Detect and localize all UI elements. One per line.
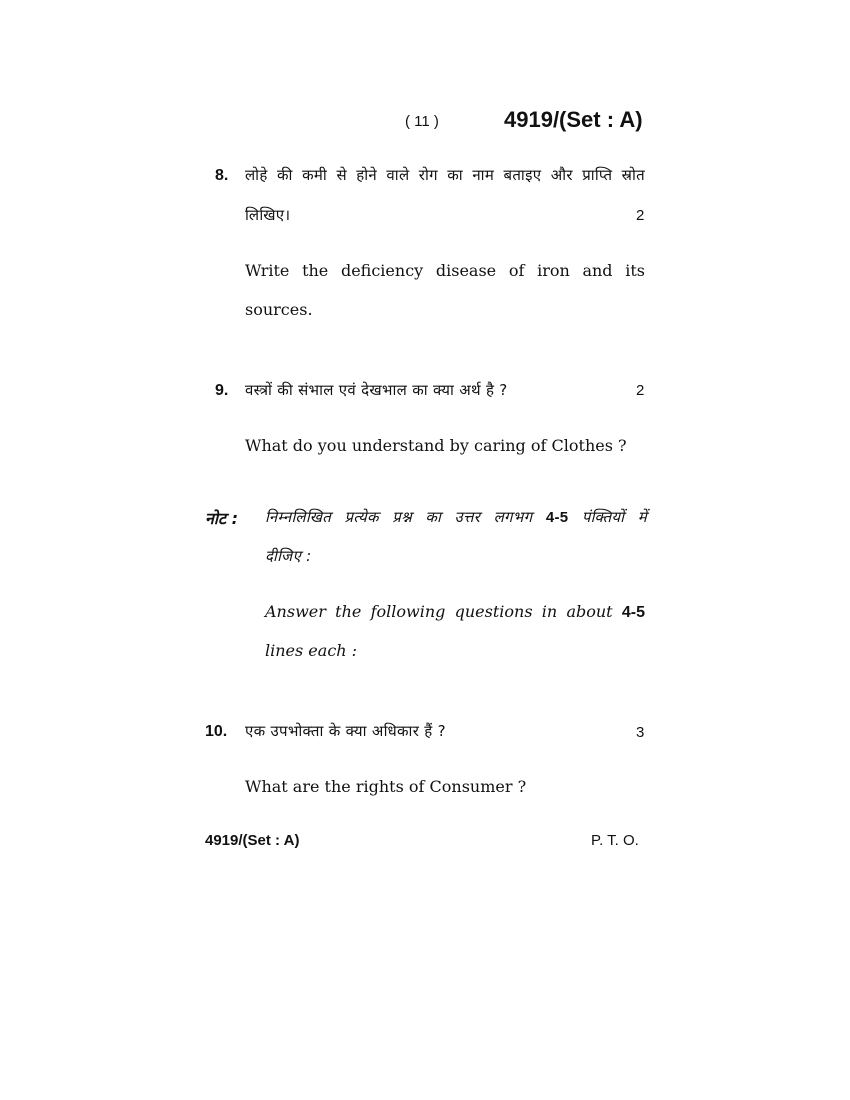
question-8-number: 8. — [215, 167, 229, 184]
note-hindi-line-1 — [265, 507, 647, 527]
note-hindi-post: पंक्तियों में — [581, 508, 647, 526]
question-8-hindi-line-2: लिखिए। — [245, 206, 291, 224]
note-hindi-pre: निम्नलिखित प्रत्येक प्रश्न का उत्तर लगभग — [265, 508, 533, 526]
question-8-english-line-2: sources. — [245, 300, 313, 319]
note-english-line-1 — [265, 602, 645, 622]
question-8-english-line-1: Write the deficiency disease of iron and its — [245, 261, 645, 280]
question-8-hindi-line-1: लोहे की कमी से होने वाले रोग का नाम बताइए और प्राप्ति स्रोत — [245, 166, 645, 184]
question-8-marks: 2 — [636, 207, 645, 224]
header-set-code: 4919/(Set : A) — [504, 107, 643, 132]
question-10-hindi: एक उपभोक्ता के क्या अधिकार हैं ? — [245, 722, 446, 740]
question-10-english: What are the rights of Consumer ? — [245, 777, 527, 796]
note-english-line-2: lines each : — [265, 641, 358, 660]
note-label: नोट : — [205, 509, 239, 528]
question-9-english: What do you understand by caring of Clothes ? — [245, 436, 627, 455]
question-9-marks: 2 — [636, 382, 645, 399]
note-hindi-count: 4-5 — [545, 509, 569, 526]
question-10-number: 10. — [205, 723, 228, 740]
note-english-pre: Answer the following questions in about — [265, 602, 613, 621]
question-9-number: 9. — [215, 382, 229, 399]
footer-set-code: 4919/(Set : A) — [205, 832, 300, 849]
question-9-hindi: वस्त्रों की संभाल एवं देखभाल का क्या अर्थ है ? — [245, 381, 508, 399]
note-english-count: 4-5 — [621, 604, 645, 621]
footer-pto: P. T. O. — [591, 832, 639, 849]
note-hindi-line-2: दीजिए : — [265, 547, 312, 565]
page-number: ( 11 ) — [405, 113, 439, 130]
question-10-marks: 3 — [636, 724, 645, 741]
